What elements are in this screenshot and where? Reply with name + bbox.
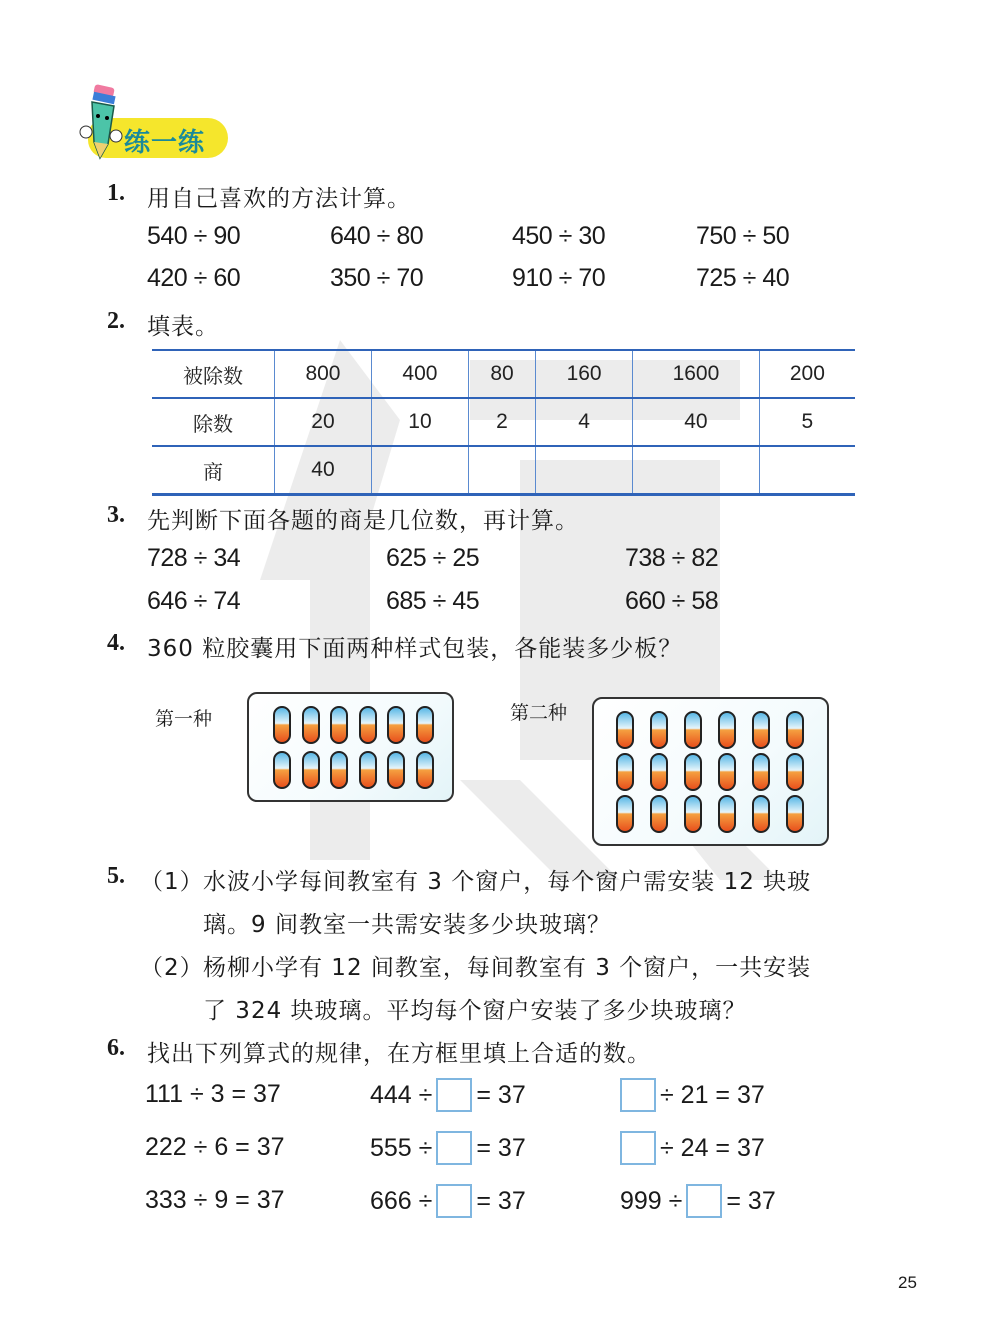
pattern-eq	[370, 1184, 526, 1218]
answer-box[interactable]	[436, 1131, 472, 1165]
quotient-cell[interactable]	[633, 446, 760, 495]
pattern-eq	[620, 1184, 776, 1218]
answer-box[interactable]	[686, 1184, 722, 1218]
pattern-eq	[620, 1078, 765, 1112]
answer-box[interactable]	[620, 1131, 656, 1165]
capsule-icon	[718, 795, 736, 833]
q6-number: 6.	[107, 1035, 125, 1061]
capsule-icon	[752, 795, 770, 833]
answer-box[interactable]	[436, 1184, 472, 1218]
capsule-icon	[752, 753, 770, 791]
q5-part1-label: （1）	[140, 869, 204, 895]
capsule-icon	[718, 753, 736, 791]
q1-prompt: 用自己喜欢的方法计算。	[147, 186, 411, 212]
capsule-icon	[359, 751, 377, 789]
q4-number: 4.	[107, 630, 125, 656]
eq-left: 555 ÷	[370, 1133, 433, 1162]
divisor-cell: 10	[371, 398, 468, 446]
capsule-icon	[616, 711, 634, 749]
eq-right: = 37	[476, 1080, 526, 1109]
q5-part2-line2: 了 324 块玻璃。平均每个窗户安装了多少块玻璃？	[203, 998, 747, 1024]
divisor-cell: 20	[275, 398, 372, 446]
q5-part2-label: （2）	[140, 955, 204, 981]
q1-expr: 540 ÷ 90	[147, 222, 241, 250]
dividend-cell: 400	[371, 350, 468, 398]
row-header: 被除数	[152, 350, 275, 398]
row-header: 除数	[152, 398, 275, 446]
q3-expr: 660 ÷ 58	[625, 587, 719, 615]
capsule-icon	[684, 795, 702, 833]
eq-right: = 37	[476, 1186, 526, 1215]
q1-expr: 450 ÷ 30	[512, 222, 606, 250]
q3-expr: 685 ÷ 45	[386, 587, 480, 615]
q5-number: 5.	[107, 863, 125, 889]
capsule-icon	[786, 711, 804, 749]
capsule-icon	[416, 751, 434, 789]
q3-expr: 728 ÷ 34	[147, 544, 241, 572]
q1-expr: 350 ÷ 70	[330, 264, 424, 292]
divisor-cell: 5	[759, 398, 855, 446]
capsule-icon	[416, 706, 434, 744]
capsule-icon	[273, 751, 291, 789]
dividend-cell: 800	[275, 350, 372, 398]
q1-expr: 725 ÷ 40	[696, 264, 790, 292]
eq-left: 999 ÷	[620, 1186, 683, 1215]
eq-right: = 37	[726, 1186, 776, 1215]
practice-header-badge	[78, 84, 228, 160]
table-row-quotient	[152, 446, 855, 495]
q3-expr: 625 ÷ 25	[386, 544, 480, 572]
q2-number: 2.	[107, 308, 125, 334]
answer-box[interactable]	[620, 1078, 656, 1112]
q5-part2-line1: 杨柳小学有 12 间教室，每间教室有 3 个窗户，一共安装	[203, 955, 812, 981]
pattern-eq	[620, 1131, 765, 1165]
eq-right: ÷ 24 = 37	[660, 1133, 765, 1162]
capsule-icon	[684, 711, 702, 749]
pattern-eq	[145, 1080, 281, 1109]
dividend-cell: 200	[759, 350, 855, 398]
eq-text: 333 ÷ 9 = 37	[145, 1186, 285, 1214]
divisor-cell: 2	[468, 398, 535, 446]
table-row-divisor	[152, 398, 855, 446]
pattern-eq	[370, 1131, 526, 1165]
q2-prompt: 填表。	[147, 314, 219, 340]
divisor-cell: 4	[536, 398, 633, 446]
quotient-cell[interactable]	[371, 446, 468, 495]
capsule-icon	[387, 706, 405, 744]
quotient-cell[interactable]	[759, 446, 855, 495]
q5-part1-line1: 水波小学每间教室有 3 个窗户，每个窗户需安装 12 块玻	[203, 869, 812, 895]
table-row-dividend	[152, 350, 855, 398]
pack2-label: 第二种	[510, 702, 568, 724]
division-table	[152, 349, 855, 496]
capsule-icon	[786, 795, 804, 833]
capsule-icon	[302, 751, 320, 789]
capsule-icon	[650, 795, 668, 833]
q1-expr: 420 ÷ 60	[147, 264, 241, 292]
practice-title: 练一练	[124, 128, 206, 158]
blister-pack-type-2	[592, 697, 829, 846]
eq-text: 222 ÷ 6 = 37	[145, 1133, 285, 1161]
capsule-icon	[302, 706, 320, 744]
q3-expr: 738 ÷ 82	[625, 544, 719, 572]
q6-prompt: 找出下列算式的规律，在方框里填上合适的数。	[147, 1041, 651, 1067]
capsule-icon	[786, 753, 804, 791]
pack1-label: 第一种	[155, 708, 213, 730]
pattern-eq	[145, 1133, 285, 1162]
capsule-icon	[650, 753, 668, 791]
capsule-icon	[359, 706, 377, 744]
pencil-mascot-icon	[78, 84, 128, 164]
eq-right: = 37	[476, 1133, 526, 1162]
divisor-cell: 40	[633, 398, 760, 446]
quotient-cell[interactable]: 40	[275, 446, 372, 495]
q1-number: 1.	[107, 180, 125, 206]
pattern-eq	[145, 1186, 285, 1215]
eq-left: 444 ÷	[370, 1080, 433, 1109]
capsule-icon	[387, 751, 405, 789]
capsule-icon	[752, 711, 770, 749]
quotient-cell[interactable]	[468, 446, 535, 495]
capsule-icon	[330, 751, 348, 789]
q5-part1-line2: 璃。9 间教室一共需安装多少块玻璃？	[203, 912, 611, 938]
capsule-icon	[273, 706, 291, 744]
page-number: 25	[898, 1273, 917, 1292]
eq-left: 666 ÷	[370, 1186, 433, 1215]
q4-prompt: 360 粒胶囊用下面两种样式包装，各能装多少板？	[147, 636, 683, 662]
answer-box[interactable]	[436, 1078, 472, 1112]
capsule-icon	[718, 711, 736, 749]
capsule-icon	[684, 753, 702, 791]
pattern-eq	[370, 1078, 526, 1112]
q3-number: 3.	[107, 502, 125, 528]
q3-expr: 646 ÷ 74	[147, 587, 241, 615]
capsule-icon	[650, 711, 668, 749]
eq-right: ÷ 21 = 37	[660, 1080, 765, 1109]
quotient-cell[interactable]	[536, 446, 633, 495]
blister-pack-type-1	[247, 692, 454, 802]
q1-expr: 640 ÷ 80	[330, 222, 424, 250]
q1-expr: 750 ÷ 50	[696, 222, 790, 250]
q1-expr: 910 ÷ 70	[512, 264, 606, 292]
eq-text: 111 ÷ 3 = 37	[145, 1080, 281, 1108]
capsule-icon	[616, 753, 634, 791]
q3-prompt: 先判断下面各题的商是几位数，再计算。	[147, 508, 579, 534]
dividend-cell: 1600	[633, 350, 760, 398]
dividend-cell: 160	[536, 350, 633, 398]
capsule-icon	[616, 795, 634, 833]
dividend-cell: 80	[468, 350, 535, 398]
row-header: 商	[152, 446, 275, 495]
capsule-icon	[330, 706, 348, 744]
